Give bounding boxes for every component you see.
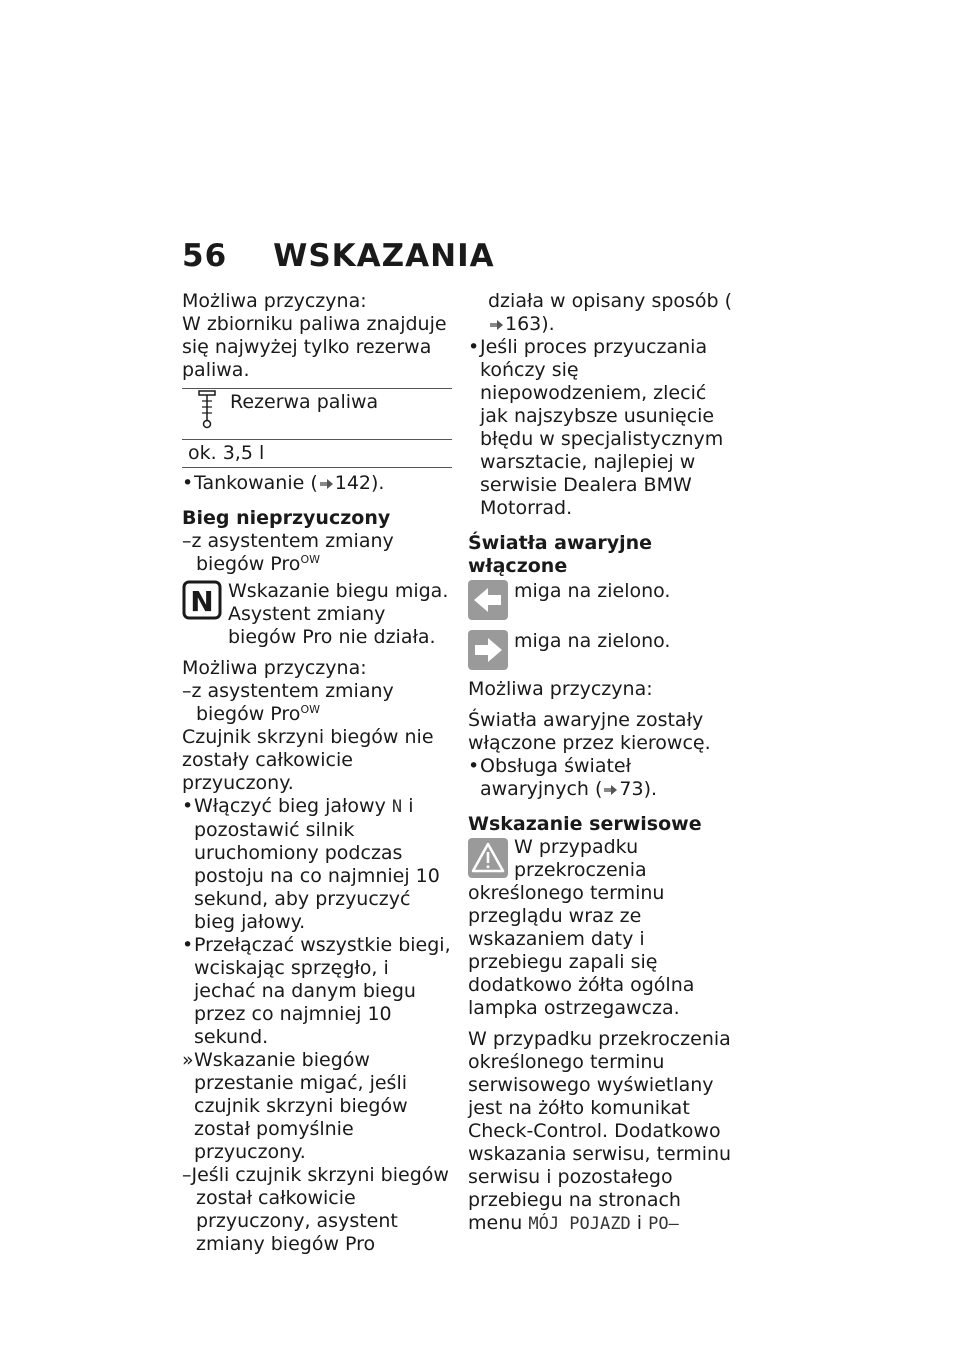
result-text: »Wskazanie biegów przestanie migać, jeśli czujnik skrzyni biegów został pomyślnie przyuczony. — [182, 1049, 408, 1163]
menu-my-vehicle: MÓJ POJAZD — [528, 1214, 631, 1234]
shift-bullet: •Przełączać wszystkie biegi, wciskając sprzęgło, i jechać na danym biegu przez co najmniej 10 sekund. — [182, 934, 451, 1048]
option-superscript: OW — [300, 553, 320, 566]
gear-indicator-text: Wskazanie biegu miga. Asystent zmiany biegów Pro nie działa. — [228, 580, 449, 648]
hazard-left-text: miga na zielono. — [514, 580, 671, 602]
neutral-bullet: •Włączyć bieg jałowy N i pozostawić silnik uruchomiony podczas postoju na co najmniej 10 sekund, aby przyuczyć bieg jałowy. — [182, 795, 440, 933]
gear-indicator-row — [182, 580, 452, 649]
sensor-text: Czujnik skrzyni biegów nie zostały całkowicie przyuczony. — [182, 726, 434, 794]
refuel-reference: •Tankowanie ( 142). — [182, 472, 385, 494]
service-text: W przypadku przekroczenia określonego terminu przeglądu wraz ze wskazaniem daty i przebiegu zapali się dodatkowo żółta ogólna lampka ostrzegawcza. — [468, 836, 695, 1019]
neutral-symbol: N — [391, 797, 403, 817]
left-column — [182, 290, 452, 1256]
service-block — [468, 836, 738, 1020]
cause-text: W zbiorniku paliwa znajduje się najwyżej tylko rezerwa paliwa. — [182, 313, 447, 381]
turn-right-arrow-icon — [468, 630, 508, 670]
page-link[interactable]: 163 — [505, 313, 542, 335]
page-reference-arrow-icon — [604, 785, 617, 795]
cause-label: Możliwa przyczyna: — [182, 290, 367, 312]
hazard-left-row — [468, 580, 738, 620]
neutral-gear-icon — [182, 580, 222, 620]
service-text-2: W przypadku przekroczenia określonego terminu serwisowego wyświetlany jest na żółto komunikat Check-Control. Dodatkowo wskazania serwisu, terminu serwisu i pozostałego przebiegu na stronach menu MÓJ POJAZD i PO– — [468, 1028, 732, 1234]
gear-heading: Bieg nieprzyuczony — [182, 507, 391, 529]
hazard-cause-text: Światła awaryjne zostały włączone przez kierowcę. — [468, 709, 711, 754]
svg-text:N: N — [190, 585, 214, 618]
workshop-bullet: •Jeśli proces przyuczania kończy się niepowodzeniem, zlecić jak najszybsze usunięcie błędu w specjalistycznym warsztacie, najlepiej w serwisie Dealera BMW Motorrad. — [468, 336, 724, 519]
page-number: 56 — [182, 238, 228, 274]
page-link[interactable]: 73 — [619, 778, 644, 800]
gear-condition-2: –z asystentem zmiany biegów Pro$^{OW}$ — [182, 680, 394, 725]
page-reference-arrow-icon — [490, 320, 503, 330]
page-link[interactable]: 142 — [334, 472, 372, 494]
fuel-reserve-value: ok. 3,5 l — [188, 442, 265, 464]
fuel-gauge-icon — [194, 389, 220, 429]
hazard-right-row — [468, 630, 738, 670]
hazard-right-text: miga na zielono. — [514, 630, 671, 652]
turn-left-arrow-icon — [468, 580, 508, 620]
fuel-reserve-label: Rezerwa paliwa — [230, 391, 379, 413]
hazard-cause-label: Możliwa przyczyna: — [468, 678, 653, 700]
continuation-text: działa w opisany sposób (163). — [488, 290, 733, 335]
right-column — [468, 290, 738, 1236]
hazard-reference: •Obsługa świateł awaryjnych ( 73). — [468, 755, 658, 800]
service-heading: Wskazanie serwisowe — [468, 813, 702, 835]
general-warning-icon — [468, 838, 508, 878]
gear-cause-label: Możliwa przyczyna: — [182, 657, 367, 679]
page-title: WSKAZANIA — [273, 238, 495, 274]
hazard-heading: Światła awaryjne włączone — [468, 532, 653, 577]
gear-condition: –z asystentem zmiany biegów Pro$^{OW}$ — [182, 530, 394, 575]
learned-condition: –Jeśli czujnik skrzyni biegów został całkowicie przyuczony, asystent zmiany biegów Pro — [182, 1164, 449, 1255]
page-header — [182, 238, 495, 274]
page-reference-arrow-icon — [320, 479, 333, 489]
menu-po: PO– — [648, 1214, 679, 1234]
fuel-reserve-table — [182, 388, 452, 468]
fuel-reserve-table-header — [182, 389, 452, 440]
option-superscript: OW — [300, 703, 320, 716]
